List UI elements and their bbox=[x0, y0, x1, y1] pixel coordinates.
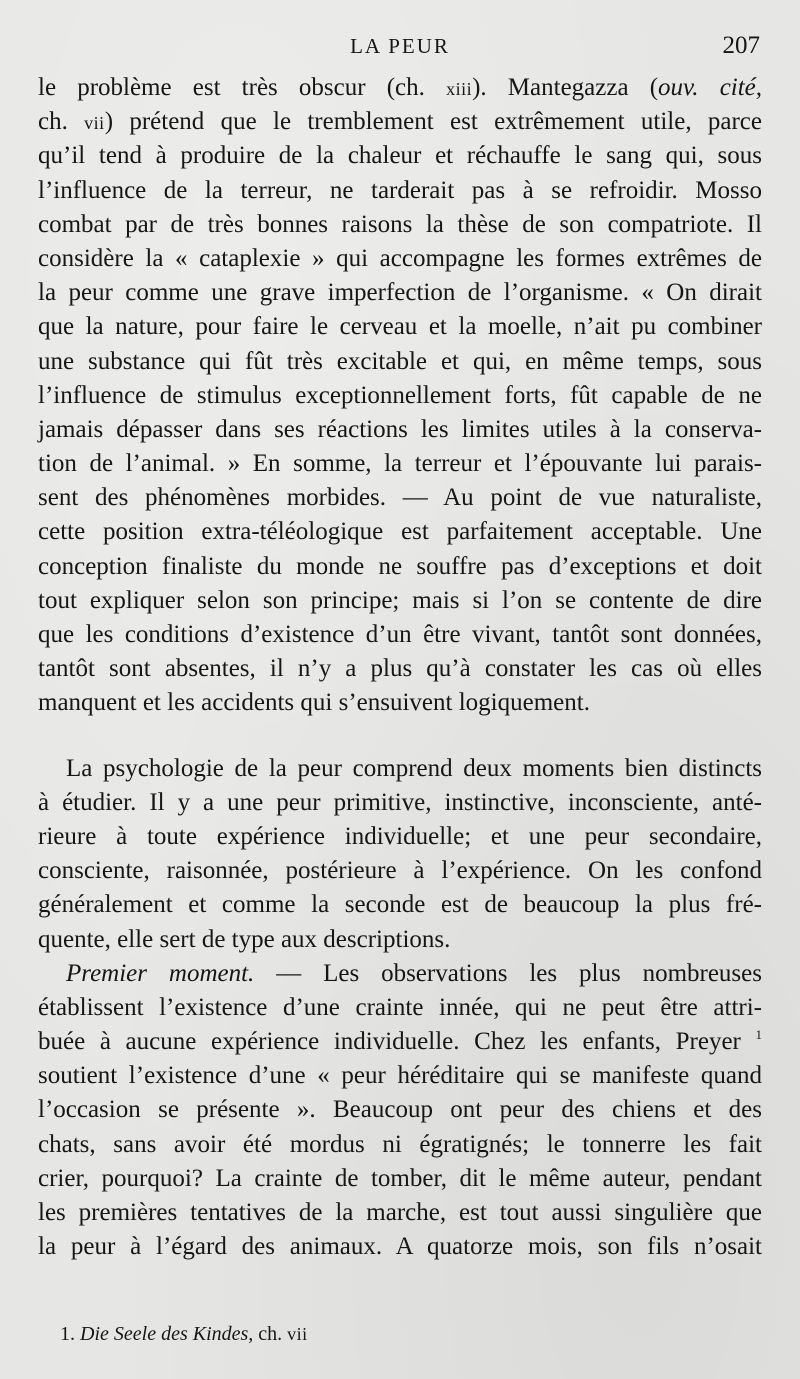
footnote-marker: 1 bbox=[755, 1027, 763, 1043]
text-line: tion de l’animal. » En somme, la terreur et l’épouvante lui parais- bbox=[38, 450, 762, 478]
text-line: manquent et les accidents qui s’ensuivent logiquement. bbox=[38, 689, 590, 717]
text-line: La psychologie de la peur comprend deux moments bien distincts bbox=[66, 754, 762, 782]
text-line: à étudier. Il y a une peur primitive, instinctive, inconsciente, anté- bbox=[38, 788, 762, 816]
text-line: buée à aucune expérience individuelle. Chez les enfants, Preyer $^1$ bbox=[38, 1027, 763, 1056]
footnote bbox=[60, 1321, 308, 1347]
running-head bbox=[38, 34, 762, 68]
text-line: généralement et comme la seconde est de beaucoup la plus fré- bbox=[38, 891, 762, 919]
text-line: l’influence de stimulus exceptionnellement forts, fût capable de ne bbox=[38, 381, 762, 409]
footnote-chapter: vii bbox=[287, 1324, 308, 1344]
body-text bbox=[38, 71, 762, 1264]
text-line: jamais dépasser dans ses réactions les limites utiles à la conserva- bbox=[38, 415, 762, 443]
running-title: LA PEUR bbox=[350, 34, 450, 58]
text-line: l’influence de la terreur, ne tarderait pas à se refroidir. Mosso bbox=[38, 176, 762, 204]
text-line: crier, pourquoi? La crainte de tomber, dit le même auteur, pendant bbox=[38, 1164, 762, 1192]
text-line: rieure à toute expérience individuelle; et une peur secondaire, bbox=[38, 822, 762, 850]
text-line: chats, sans avoir été mordus ni égratignés; le tonnerre les fait bbox=[38, 1130, 762, 1158]
text-line: les premières tentatives de la marche, est tout aussi singulière que bbox=[38, 1199, 762, 1226]
footnote-number: 1. bbox=[60, 1323, 75, 1345]
footnote-ref: ch. bbox=[258, 1323, 283, 1345]
text-line: tout expliquer selon son principe; mais si l’on se contente de dire bbox=[38, 586, 762, 614]
text-line: la peur à l’égard des animaux. A quatorze mois, son fils n’osait bbox=[38, 1233, 762, 1261]
text-line: tantôt sont absentes, il n’y a plus qu’à constater les cas où elles bbox=[38, 655, 762, 683]
text-line: que la nature, pour faire le cerveau et la moelle, n’ait pu combiner bbox=[38, 313, 762, 341]
page-number: 207 bbox=[722, 32, 760, 59]
text-line: l’occasion se présente ». Beaucoup ont peur des chiens et des bbox=[38, 1096, 762, 1124]
text-line: qu’il tend à produire de la chaleur et réchauffe le sang qui, sous bbox=[38, 142, 762, 170]
text-line: soutient l’existence d’une « peur héréditaire qui se manifeste quand bbox=[38, 1062, 762, 1090]
text-line: quente, elle sert de type aux descriptions. bbox=[38, 925, 451, 953]
text-line: la peur comme une grave imperfection de l’organisme. « On dirait bbox=[38, 279, 762, 307]
footnote-title: Die Seele des Kindes, bbox=[80, 1323, 254, 1345]
section-label: Premier moment. bbox=[66, 959, 255, 987]
text-line: sent des phénomènes morbides. — Au point de vue naturaliste, bbox=[38, 484, 762, 512]
text-line: combat par de très bonnes raisons la thèse de son compatriote. Il bbox=[38, 210, 762, 238]
text-line: établissent l’existence d’une crainte innée, qui ne peut être attri- bbox=[38, 993, 762, 1021]
paragraph-gap bbox=[38, 721, 762, 752]
text-line: le problème est très obscur (ch. xiii). Mantegazza (ouv. cité, bbox=[38, 74, 763, 101]
text-line: une substance qui fût très excitable et qui, en même temps, sous bbox=[38, 347, 762, 375]
text-line: considère la « cataplexie » qui accompagne les formes extrêmes de bbox=[38, 244, 762, 272]
text-line: que les conditions d’existence d’un être vivant, tantôt sont données, bbox=[38, 621, 762, 648]
text-line: cette position extra-téléologique est parfaitement acceptable. Une bbox=[38, 518, 762, 546]
text-line: conception finaliste du monde ne souffre pas d’exceptions et doit bbox=[38, 552, 762, 580]
text-line: ch. vii) prétend que le tremblement est extrêmement utile, parce bbox=[38, 108, 762, 136]
text-line: consciente, raisonnée, postérieure à l’expérience. On les confond bbox=[38, 857, 762, 885]
text-line: Premier moment. — Les observations les plus nombreuses bbox=[66, 959, 762, 987]
